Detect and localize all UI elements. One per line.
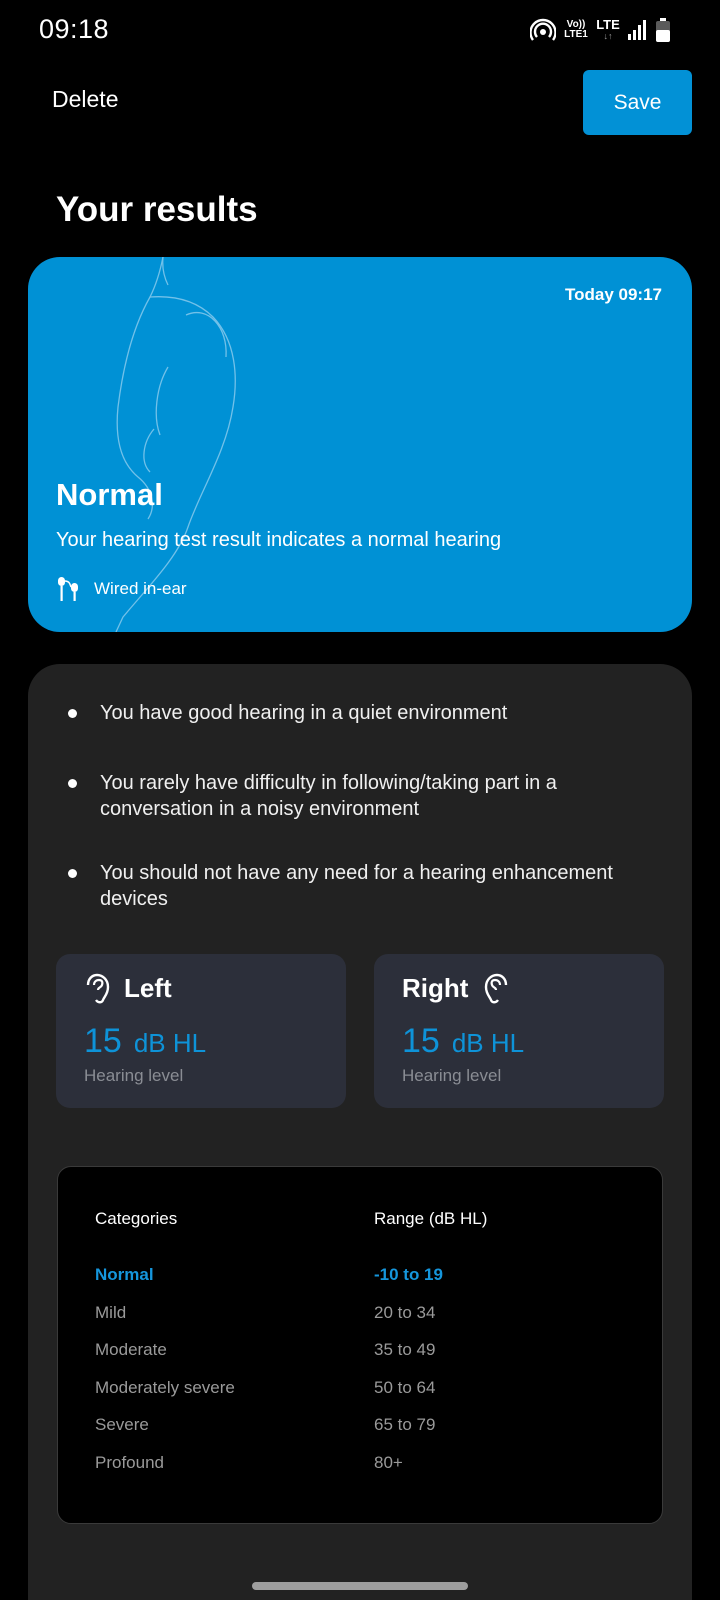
details-card [28,664,692,1600]
category-name: Normal [95,1265,154,1284]
category-name: Moderately severe [95,1377,235,1397]
result-card [28,257,692,632]
summary-text: You rarely have difficulty in following/taking part in a conversation in a noisy environment [100,772,557,820]
left-ear-number: 15 [84,1022,122,1060]
volte-icon [564,20,588,40]
left-ear-card [56,954,346,1108]
result-status: Normal [56,477,163,512]
result-timestamp: Today 09:17 [564,285,662,304]
summary-item [28,700,692,726]
lte-icon [596,19,620,41]
summary-item [28,770,692,822]
category-range: -10 to 19 [374,1265,443,1284]
wired-earphones-icon [56,575,84,603]
save-button[interactable]: Save [583,70,692,135]
left-ear-sublabel: Hearing level [84,1066,184,1085]
bullet-dot [68,709,77,718]
category-range: 35 to 49 [374,1340,436,1359]
right-ear-value [402,1022,524,1061]
right-ear-icon [480,972,508,1004]
volte-bottom-text: LTE1 [564,29,588,40]
data-arrows-icon: ↓↑ [603,31,613,41]
battery-icon [656,18,670,42]
category-name: Moderate [95,1340,167,1359]
category-name: Profound [95,1452,164,1472]
right-ear-header [402,972,508,1004]
lte-text: LTE [596,17,620,32]
left-ear-label: Left [124,972,172,1003]
device-row [56,575,187,603]
right-ear-card [374,954,664,1108]
table-row [58,1453,664,1491]
status-icons [530,16,670,44]
categories-header: Categories [95,1209,178,1228]
category-range: 50 to 64 [374,1377,436,1397]
table-row [58,1303,664,1341]
category-name: Mild [95,1302,127,1322]
summary-text: You have good hearing in a quiet environment [100,702,508,724]
result-description: Your hearing test result indicates a normal hearing [56,529,502,551]
left-ear-unit: dB HL [133,1028,207,1058]
status-time: 09:18 [39,14,110,44]
volte-top-text: Vo)) [566,19,586,30]
left-ear-header [84,972,172,1004]
left-ear-value [84,1022,206,1061]
status-bar [0,0,720,58]
category-range: 65 to 79 [374,1415,436,1434]
category-name: Severe [95,1415,149,1434]
table-row [58,1378,664,1416]
summary-item [28,860,692,912]
right-ear-label: Right [402,972,469,1003]
categories-table [57,1166,663,1524]
device-label: Wired in-ear [94,579,187,598]
signal-icon [628,20,648,40]
right-ear-number: 15 [402,1022,440,1060]
table-row [58,1415,664,1453]
home-indicator[interactable] [252,1582,468,1590]
delete-button[interactable]: Delete [52,86,119,112]
right-ear-unit: dB HL [451,1028,525,1058]
table-row [58,1265,664,1303]
categories-rows [58,1265,664,1490]
bullet-dot [68,869,77,878]
category-range: 80+ [374,1452,403,1472]
hotspot-icon [530,18,556,42]
left-ear-icon [84,972,112,1004]
range-header: Range (dB HL) [374,1209,488,1228]
summary-text: You should not have any need for a hearing enhancement devices [100,862,613,910]
bullet-dot [68,779,77,788]
table-row [58,1340,664,1378]
summary-list [28,700,692,912]
category-range: 20 to 34 [374,1302,436,1322]
page-title: Your results [56,190,258,229]
right-ear-sublabel: Hearing level [402,1066,502,1085]
